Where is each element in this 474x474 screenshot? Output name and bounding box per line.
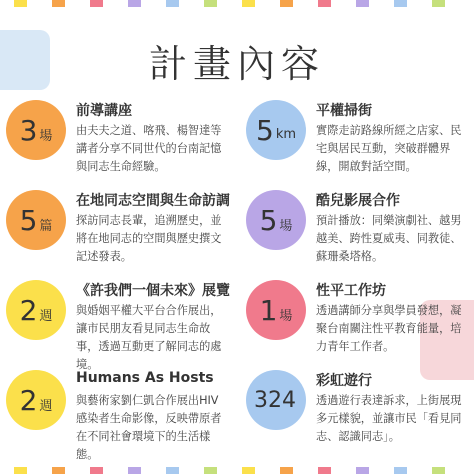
plan-item: [240, 370, 470, 460]
item-title: 性平工作坊: [316, 283, 386, 299]
item-description: 透過遊行表達訴求，上街展現多元樣貌，並讓市民「看見同志、認識同志」。: [316, 394, 462, 443]
bottom-stripe: [52, 467, 65, 474]
top-stripe: [14, 0, 27, 7]
count-number: 2: [19, 293, 38, 327]
top-stripe: [52, 0, 65, 7]
count-unit: 場: [39, 128, 53, 144]
count-badge: [246, 280, 306, 340]
count-number: 324: [254, 387, 296, 413]
count-badge: [246, 190, 306, 250]
count-number: 3: [19, 113, 38, 147]
item-title: 彩虹遊行: [316, 373, 372, 389]
item-description: 與婚姻平權大平台合作展出，讓市民朋友看見同志生命故事，透過互動更了解同志的處境。: [76, 304, 222, 371]
item-description: 與藝術家劉仁凱合作展出HIV感染者生命影像，反映帶原者在不同社會環境下的生活樣態。: [76, 394, 222, 461]
bottom-stripe: [318, 467, 331, 474]
plan-item: [0, 190, 230, 280]
bottom-stripe: [128, 467, 141, 474]
count-unit: 週: [39, 398, 53, 414]
bottom-stripe: [242, 467, 255, 474]
count-badge: [6, 100, 66, 160]
count-number: 2: [19, 383, 38, 417]
count-badge: [246, 100, 306, 160]
count-unit: 週: [39, 308, 53, 324]
count-unit: 場: [279, 308, 293, 324]
count-unit: 篇: [39, 218, 53, 234]
item-title: 平權掃街: [316, 103, 372, 119]
bottom-stripe: [356, 467, 369, 474]
item-description: 實際走訪路線所經之店家、民宅與居民互動，突破群體界線，開啟對話空間。: [316, 124, 462, 173]
count-number: 5: [259, 203, 278, 237]
item-description: 透過講師分享與學員發想，凝聚台南關注性平教育能量，培力青年工作者。: [316, 304, 462, 353]
bottom-stripe: [90, 467, 103, 474]
top-stripe: [166, 0, 179, 7]
plan-item: [0, 280, 230, 370]
plan-item: [0, 370, 230, 460]
page-title: 計畫內容: [148, 42, 325, 86]
count-badge: [246, 370, 306, 430]
bottom-stripe: [432, 467, 445, 474]
count-badge: [6, 190, 66, 250]
count-unit: km: [275, 126, 297, 142]
bottom-stripe: [166, 467, 179, 474]
item-title: 《許我們一個未來》展覽: [76, 283, 230, 299]
plan-item: [0, 100, 230, 190]
count-badge: [6, 280, 66, 340]
top-stripe: [90, 0, 103, 7]
plan-item: [240, 100, 470, 190]
bottom-stripe: [14, 467, 27, 474]
plan-item: [240, 280, 470, 370]
item-title: 在地同志空間與生命訪調: [76, 193, 230, 209]
plan-item: [240, 190, 470, 280]
count-number: 1: [259, 293, 278, 327]
bottom-stripe: [394, 467, 407, 474]
top-stripe: [318, 0, 331, 7]
item-title: Humans As Hosts: [76, 370, 214, 386]
top-stripe: [204, 0, 217, 7]
top-stripe: [356, 0, 369, 7]
item-description: 探訪同志長輩，追溯歷史，並將在地同志的空間與歷史撰文記述發表。: [76, 214, 222, 263]
item-description: 預計播放：同樂演劇社、越男越美、跨性夏威夷、同教徒、蘇珊桑塔格。: [316, 214, 462, 263]
count-number: 5: [19, 203, 38, 237]
count-number: 5: [255, 113, 274, 147]
top-stripe: [242, 0, 255, 7]
item-description: 由夫夫之道、喀飛、楊智達等講者分享不同世代的台南記憶與同志生命經驗。: [76, 124, 222, 173]
item-title: 酷兒影展合作: [316, 193, 400, 209]
top-stripe: [432, 0, 445, 7]
count-unit: 場: [279, 218, 293, 234]
bottom-stripe: [280, 467, 293, 474]
top-stripe: [394, 0, 407, 7]
count-badge: [6, 370, 66, 430]
top-stripe: [128, 0, 141, 7]
top-stripe: [280, 0, 293, 7]
item-title: 前導講座: [76, 103, 132, 119]
bottom-stripe: [204, 467, 217, 474]
